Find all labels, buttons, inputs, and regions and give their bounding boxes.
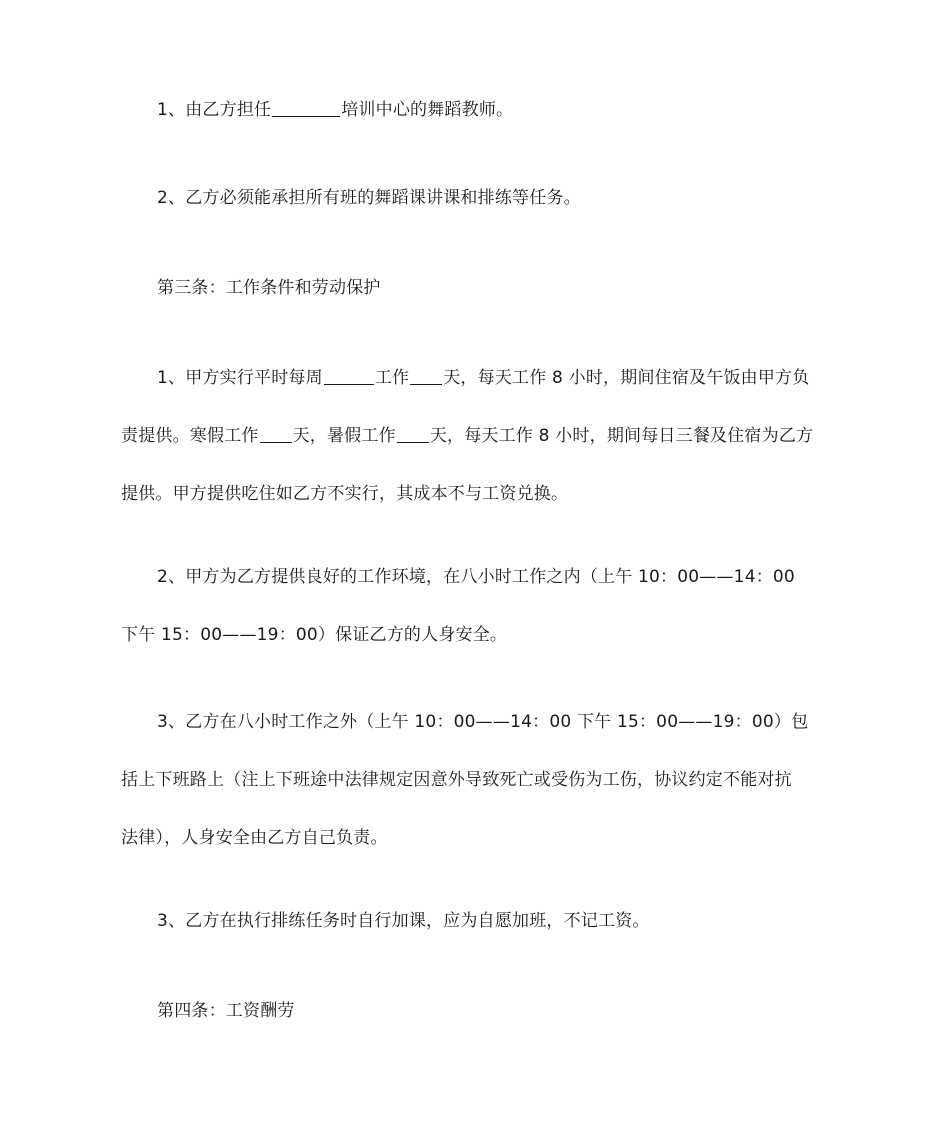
text-segment: 培训中心的舞蹈教师。	[341, 100, 514, 120]
text-segment: 责提供。寒假工作	[121, 426, 259, 446]
clause-1-working-hours	[121, 364, 831, 508]
text-line	[121, 96, 831, 124]
article-3-heading	[121, 274, 831, 302]
text-line: 法律），人身安全由乙方自己负责。	[121, 828, 388, 848]
text-line	[121, 422, 831, 450]
text-line: 3、乙方在八小时工作之外（上午 10：00——14：00 下午 15：00——19：00）包	[157, 712, 809, 732]
text-line: 第四条：工资酬劳	[157, 1001, 295, 1021]
text-line: 提供。甲方提供吃住如乙方不实行，其成本不与工资兑换。	[121, 484, 569, 504]
text-segment: 1、甲方实行平时每周	[157, 368, 323, 388]
fill-in-blank	[260, 424, 292, 443]
text-line: 第三条：工作条件和劳动保护	[157, 278, 381, 298]
text-segment: 天，每天工作 8 小时，期间住宿及午饭由甲方负	[443, 368, 810, 388]
clause-1-teacher	[121, 96, 831, 124]
text-line: 3、乙方在执行排练任务时自行加课，应为自愿加班，不记工资。	[157, 911, 650, 931]
text-line: 下午 15：00——19：00）保证乙方的人身安全。	[121, 625, 508, 645]
clause-2-safety-within-hours	[121, 563, 831, 649]
text-segment: 天，暑假工作	[292, 426, 396, 446]
text-line: 2、乙方必须能承担所有班的舞蹈课讲课和排练等任务。	[157, 188, 581, 208]
text-segment: 工作	[374, 368, 410, 388]
fill-in-blank	[272, 98, 340, 117]
article-4-heading	[121, 997, 831, 1025]
text-line	[121, 364, 831, 392]
clause-3-overtime	[121, 907, 831, 935]
text-segment: 1、由乙方担任	[157, 100, 272, 120]
fill-in-blank	[410, 366, 442, 385]
text-line: 2、甲方为乙方提供良好的工作环境，在八小时工作之内（上午 10：00——14：00	[157, 567, 795, 587]
text-line: 括上下班路上（注上下班途中法律规定因意外导致死亡或受伤为工伤，协议约定不能对抗	[121, 770, 792, 790]
fill-in-blank	[397, 424, 429, 443]
text-segment: 天，每天工作 8 小时，期间每日三餐及住宿为乙方	[429, 426, 814, 446]
fill-in-blank	[324, 366, 374, 385]
clause-2-duties	[121, 184, 831, 212]
clause-3-safety-outside-hours	[121, 708, 831, 852]
